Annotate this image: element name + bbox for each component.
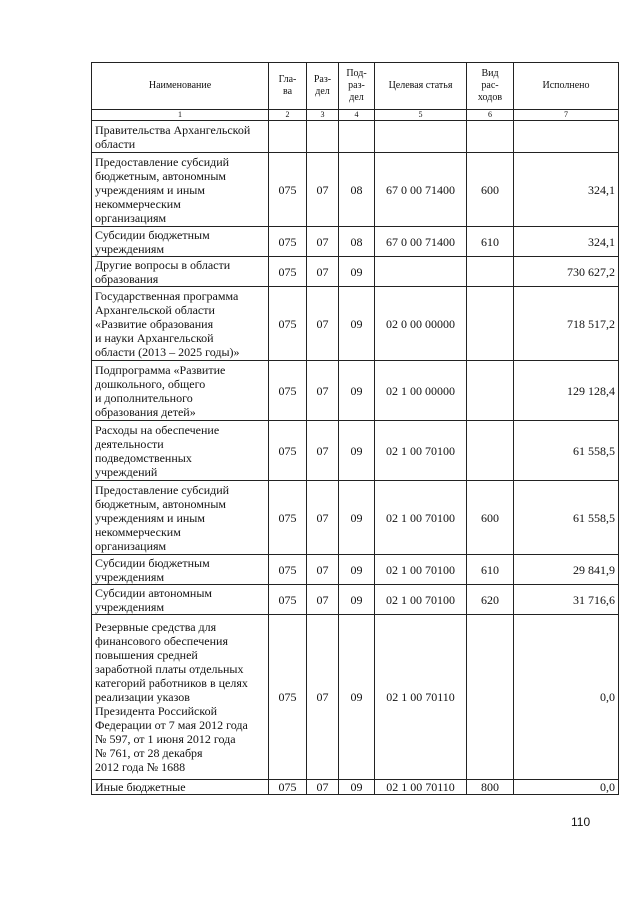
row-section: 07 (307, 287, 339, 361)
row-expense-type: 610 (467, 227, 514, 257)
row-name: Резервные средства для финансового обеспечения повышения средней заработной платы отдельных категорий работников в целях реализации указов Президента Российской Федерации от 7 мая 2012 года № 597, от 1 июня 2012 года № 761, от 28 декабря 2012 года № 1688 (92, 615, 269, 780)
row-chapter: 075 (269, 615, 307, 780)
table-row (92, 481, 619, 555)
table-row (92, 361, 619, 421)
row-section: 07 (307, 257, 339, 287)
row-section: 07 (307, 615, 339, 780)
row-name: Расходы на обеспечение деятельности подведомственных учреждений (92, 421, 269, 481)
row-target-item: 67 0 00 71400 (375, 153, 467, 227)
row-subsection: 09 (339, 615, 375, 780)
row-target-item: 02 1 00 70110 (375, 615, 467, 780)
row-name: Предоставление субсидий бюджетным, автономным учреждениям и иным некоммерческим организациям (92, 481, 269, 555)
row-subsection: 08 (339, 227, 375, 257)
header-chapter: Гла- ва (269, 63, 307, 110)
header-section: Раз- дел (307, 63, 339, 110)
row-section: 07 (307, 153, 339, 227)
row-executed: 324,1 (514, 227, 619, 257)
table-row (92, 585, 619, 615)
column-number: 7 (514, 110, 619, 121)
row-chapter: 075 (269, 585, 307, 615)
row-expense-type (467, 121, 514, 153)
header-subsection: Под- раз- дел (339, 63, 375, 110)
row-name: Субсидии бюджетным учреждениям (92, 555, 269, 585)
table-row (92, 153, 619, 227)
row-chapter: 075 (269, 153, 307, 227)
row-executed: 31 716,6 (514, 585, 619, 615)
row-expense-type (467, 257, 514, 287)
row-chapter: 075 (269, 361, 307, 421)
row-section: 07 (307, 481, 339, 555)
row-subsection: 08 (339, 153, 375, 227)
row-target-item: 02 1 00 00000 (375, 361, 467, 421)
budget-table (91, 62, 619, 795)
table-row (92, 615, 619, 780)
row-subsection: 09 (339, 780, 375, 795)
row-subsection: 09 (339, 361, 375, 421)
column-number: 4 (339, 110, 375, 121)
row-target-item: 67 0 00 71400 (375, 227, 467, 257)
row-expense-type: 600 (467, 481, 514, 555)
column-number: 3 (307, 110, 339, 121)
row-section: 07 (307, 361, 339, 421)
header-name: Наименование (92, 63, 269, 110)
row-name: Другие вопросы в области образования (92, 257, 269, 287)
row-target-item: 02 1 00 70110 (375, 780, 467, 795)
row-target-item: 02 0 00 00000 (375, 287, 467, 361)
row-subsection: 09 (339, 555, 375, 585)
header-row (92, 63, 619, 110)
row-chapter: 075 (269, 257, 307, 287)
column-number: 2 (269, 110, 307, 121)
row-executed: 0,0 (514, 615, 619, 780)
row-expense-type (467, 615, 514, 780)
header-expense-type: Вид рас- ходов (467, 63, 514, 110)
row-name: Предоставление субсидий бюджетным, автономным учреждениям и иным некоммерческим организациям (92, 153, 269, 227)
row-target-item: 02 1 00 70100 (375, 585, 467, 615)
row-executed: 324,1 (514, 153, 619, 227)
row-chapter: 075 (269, 227, 307, 257)
table-row (92, 121, 619, 153)
row-subsection: 09 (339, 421, 375, 481)
row-executed: 0,0 (514, 780, 619, 795)
column-number-row (92, 110, 619, 121)
row-expense-type: 620 (467, 585, 514, 615)
row-expense-type: 600 (467, 153, 514, 227)
row-chapter (269, 121, 307, 153)
row-name: Субсидии бюджетным учреждениям (92, 227, 269, 257)
row-expense-type: 610 (467, 555, 514, 585)
row-name: Правительства Архангельской области (92, 121, 269, 153)
row-chapter: 075 (269, 287, 307, 361)
row-section: 07 (307, 555, 339, 585)
table-row (92, 257, 619, 287)
row-expense-type: 800 (467, 780, 514, 795)
row-executed: 129 128,4 (514, 361, 619, 421)
row-subsection: 09 (339, 481, 375, 555)
table-row (92, 227, 619, 257)
table-body (92, 121, 619, 795)
column-number: 6 (467, 110, 514, 121)
row-chapter: 075 (269, 481, 307, 555)
row-section: 07 (307, 227, 339, 257)
row-section (307, 121, 339, 153)
row-subsection: 09 (339, 257, 375, 287)
table-row (92, 287, 619, 361)
row-name: Иные бюджетные (92, 780, 269, 795)
row-target-item (375, 121, 467, 153)
row-target-item: 02 1 00 70100 (375, 555, 467, 585)
row-chapter: 075 (269, 555, 307, 585)
column-number: 1 (92, 110, 269, 121)
row-subsection: 09 (339, 287, 375, 361)
table-row (92, 421, 619, 481)
table-row (92, 780, 619, 795)
row-executed: 718 517,2 (514, 287, 619, 361)
row-executed: 730 627,2 (514, 257, 619, 287)
row-chapter: 075 (269, 421, 307, 481)
row-executed (514, 121, 619, 153)
row-executed: 29 841,9 (514, 555, 619, 585)
row-target-item (375, 257, 467, 287)
row-expense-type (467, 361, 514, 421)
row-executed: 61 558,5 (514, 481, 619, 555)
row-expense-type (467, 287, 514, 361)
row-name: Субсидии автономным учреждениям (92, 585, 269, 615)
table-row (92, 555, 619, 585)
header-target-item: Целевая статья (375, 63, 467, 110)
row-subsection (339, 121, 375, 153)
row-subsection: 09 (339, 585, 375, 615)
row-target-item: 02 1 00 70100 (375, 421, 467, 481)
row-section: 07 (307, 421, 339, 481)
page-number: 110 (571, 815, 591, 829)
row-expense-type (467, 421, 514, 481)
row-name: Государственная программа Архангельской области «Развитие образования и науки Архангельской области (2013 – 2025 годы)» (92, 287, 269, 361)
row-section: 07 (307, 780, 339, 795)
row-executed: 61 558,5 (514, 421, 619, 481)
column-number: 5 (375, 110, 467, 121)
row-target-item: 02 1 00 70100 (375, 481, 467, 555)
header-executed: Исполнено (514, 63, 619, 110)
row-chapter: 075 (269, 780, 307, 795)
row-section: 07 (307, 585, 339, 615)
row-name: Подпрограмма «Развитие дошкольного, общего и дополнительного образования детей» (92, 361, 269, 421)
